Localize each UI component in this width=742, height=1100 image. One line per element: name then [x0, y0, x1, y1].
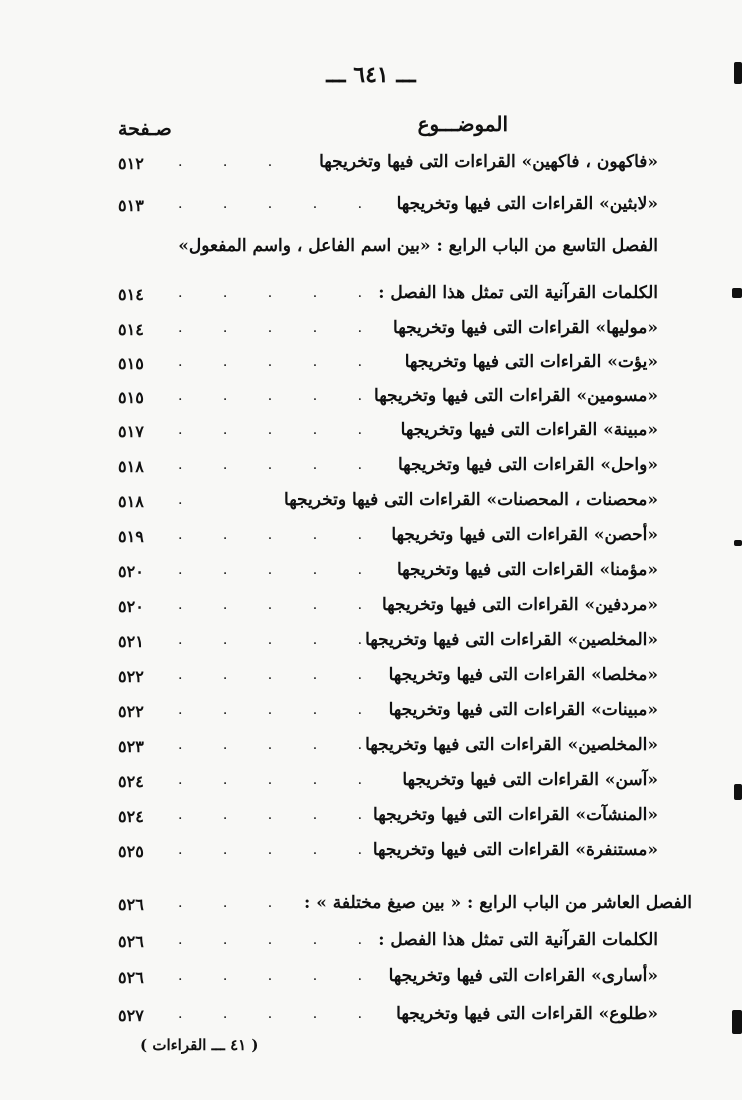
leader-dots: . . . . . [178, 807, 381, 823]
scan-edge-mark [734, 62, 742, 84]
leader-dots: . . . . . [178, 388, 381, 404]
toc-entry [118, 966, 658, 996]
leader-dots: . . . . . [178, 932, 381, 948]
toc-entry [118, 595, 658, 625]
leader-dots: . . . . . [178, 597, 381, 613]
entry-title: «طلوع» القراءات التى فيها وتخريجها [396, 1004, 658, 1024]
leader-dots: . . . . . [178, 320, 381, 336]
entry-page: ٥٢٢ [118, 702, 144, 721]
entry-page: ٥٢٢ [118, 667, 144, 686]
leader-dots: . . . . . [178, 285, 381, 301]
entry-page: ٥١٤ [118, 285, 144, 304]
leader-dots: . . . . . [178, 632, 381, 648]
entry-title: «لابثين» القراءات التى فيها وتخريجها [396, 194, 658, 214]
footer-signature: ( ٤١ ـــ القراءات ) [140, 1036, 259, 1054]
leader-dots: . . . . . [178, 772, 381, 788]
entry-title: «المنشآت» القراءات التى فيها وتخريجها [373, 805, 658, 825]
entry-page: ٥٢٣ [118, 737, 144, 756]
entry-page: ٥١٥ [118, 388, 144, 407]
entry-page: ٥١٩ [118, 527, 144, 546]
toc-entry [118, 525, 658, 555]
leader-dots: . . . . . [178, 354, 381, 370]
subject-column-header: الموضـــوع [417, 112, 508, 136]
entry-title: «مردفين» القراءات التى فيها وتخريجها [382, 595, 658, 615]
entry-title: «مؤمنا» القراءات التى فيها وتخريجها [396, 560, 658, 580]
entry-page: ٥٢١ [118, 632, 144, 651]
toc-entry [118, 152, 658, 182]
entry-page: ٥٢٤ [118, 772, 144, 791]
leader-dots: . . . . . [178, 737, 381, 753]
toc-entry [118, 560, 658, 590]
toc-entry [118, 490, 658, 520]
toc-entry [118, 700, 658, 730]
entry-title: «مستنفرة» القراءات التى فيها وتخريجها [372, 840, 658, 860]
section-9-heading: الفصل التاسع من الباب الرابع : «بين اسم الفاعل ، واسم المفعول» [178, 236, 658, 256]
entry-title: «فاكهون ، فاكهين» القراءات التى فيها وتخريجها [319, 152, 658, 172]
entry-title: «أسارى» القراءات التى فيها وتخريجها [388, 966, 658, 986]
entry-page: ٥٢٧ [118, 1006, 144, 1025]
toc-entry [118, 318, 658, 348]
entry-title: «مبينة» القراءات التى فيها وتخريجها [400, 420, 658, 440]
entry-page: ٥٢٥ [118, 842, 144, 861]
entry-page: ٥١٧ [118, 422, 144, 441]
toc-entry [118, 805, 658, 835]
page-number: ـــ ٦٤١ ـــ [326, 62, 416, 88]
section-10-heading: الفصل العاشر من الباب الرابع : « بين صيغ مختلفة » : [304, 893, 692, 913]
section-10-page: ٥٢٦ [118, 895, 144, 914]
scan-edge-mark [732, 288, 742, 298]
entry-page: ٥٢٠ [118, 597, 144, 616]
toc-entry [118, 386, 658, 416]
scan-edge-mark [732, 1010, 742, 1034]
leader-dots: . . . . . [178, 196, 381, 212]
leader-dots: . . . . . [178, 842, 381, 858]
entry-title: الكلمات القرآنية التى تمثل هذا الفصل : [378, 930, 658, 950]
entry-page: ٥٢٠ [118, 562, 144, 581]
leader-dots: . . . . . [178, 457, 381, 473]
leader-dots: . . . . . [178, 527, 381, 543]
entry-page: ٥١٨ [118, 492, 144, 511]
toc-entry [118, 352, 658, 382]
leader-dots: . . . . . [178, 667, 381, 683]
entry-title: «واحل» القراءات التى فيها وتخريجها [397, 455, 658, 475]
entry-title: «المخلصين» القراءات التى فيها وتخريجها [365, 735, 658, 755]
entry-title: «موليها» القراءات التى فيها وتخريجها [393, 318, 658, 338]
entry-title: «المخلصين» القراءات التى فيها وتخريجها [365, 630, 658, 650]
toc-entry [118, 194, 658, 224]
toc-entry [118, 283, 658, 313]
section-10-line [118, 893, 692, 923]
entry-page: ٥١٨ [118, 457, 144, 476]
entry-title: الكلمات القرآنية التى تمثل هذا الفصل : [378, 283, 658, 303]
entry-title: «يؤت» القراءات التى فيها وتخريجها [404, 352, 658, 372]
toc-entry [118, 630, 658, 660]
scan-edge-mark [734, 540, 742, 546]
entry-page: ٥٢٤ [118, 807, 144, 826]
entry-page: ٥١٢ [118, 154, 144, 173]
page-column-header: صـفحة [118, 118, 172, 140]
entry-title: «آسن» القراءات التى فيها وتخريجها [402, 770, 658, 790]
entry-page: ٥١٣ [118, 196, 144, 215]
entry-title: «أحصن» القراءات التى فيها وتخريجها [391, 525, 658, 545]
entry-page: ٥١٤ [118, 320, 144, 339]
toc-entry [118, 735, 658, 765]
toc-entry [118, 665, 658, 695]
entry-page: ٥١٥ [118, 354, 144, 373]
column-headers [118, 112, 658, 142]
entry-page: ٥٢٦ [118, 968, 144, 987]
leader-dots: . . . . . [178, 562, 381, 578]
entry-title: «مبينات» القراءات التى فيها وتخريجها [388, 700, 658, 720]
entry-title: «محصنات ، المحصنات» القراءات التى فيها وتخريجها [284, 490, 658, 510]
toc-entry [118, 770, 658, 800]
toc-entry [118, 1004, 658, 1034]
toc-entry [118, 840, 658, 870]
entry-title: «مسومين» القراءات التى فيها وتخريجها [374, 386, 658, 406]
entry-page: ٥٢٦ [118, 932, 144, 951]
leader-dots: . . . . . [178, 422, 381, 438]
toc-entry [118, 930, 658, 960]
entry-title: «مخلصا» القراءات التى فيها وتخريجها [388, 665, 658, 685]
toc-entry [118, 455, 658, 485]
scan-edge-mark [734, 784, 742, 800]
leader-dots: . . . . . [178, 702, 381, 718]
leader-dots: . . . . . [178, 1006, 381, 1022]
leader-dots: . . . . . [178, 968, 381, 984]
leader-dots: . . . [178, 154, 291, 170]
leader-dots: . . . [178, 895, 291, 911]
leader-dots: . [178, 492, 201, 508]
toc-entry [118, 420, 658, 450]
